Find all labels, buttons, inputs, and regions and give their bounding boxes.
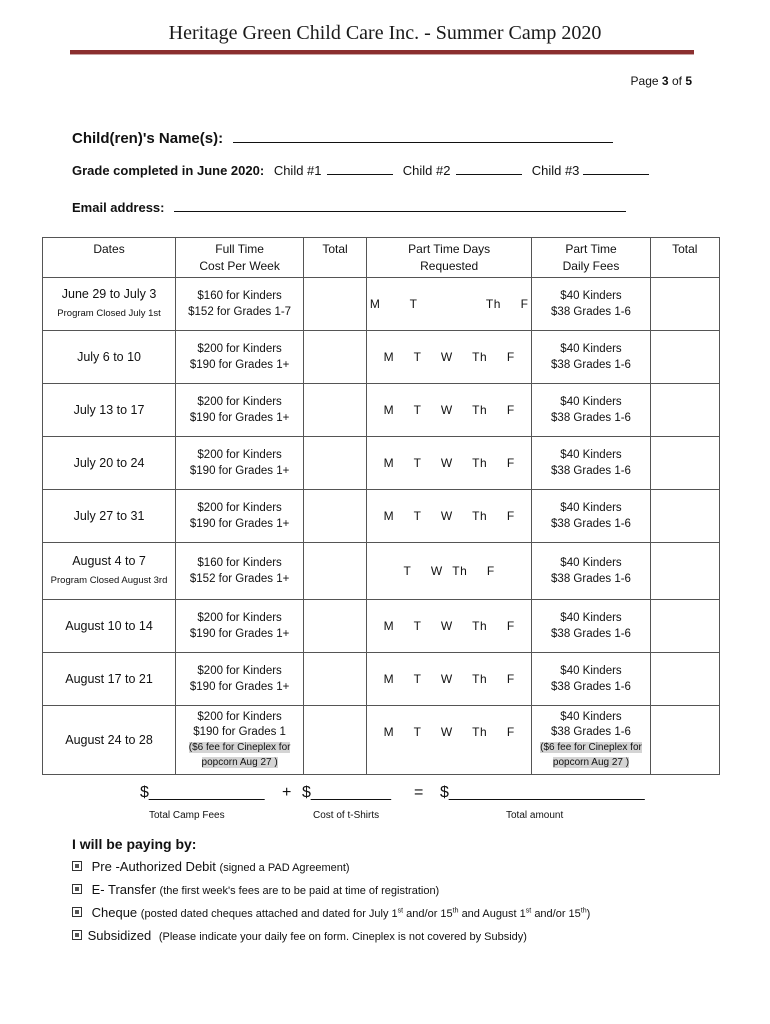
row-daily-fee: $40 Kinders $38 Grades 1-6 [532, 331, 650, 384]
row-total-input[interactable] [304, 600, 367, 653]
table-row [43, 490, 720, 543]
row-total-input[interactable] [304, 706, 367, 775]
total-amount-caption: Total amount [506, 810, 564, 821]
row-days[interactable]: M T W Th F [366, 331, 532, 384]
children-names-label: Child(ren)'s Name(s): [72, 130, 224, 147]
row-full-cost: $200 for Kinders $190 for Grades 1+ [176, 600, 304, 653]
grade-completed-field [72, 160, 649, 178]
row-dates: August 10 to 14 [43, 600, 176, 653]
header-dates: Dates [43, 238, 176, 278]
row-full-cost: $200 for Kinders $190 for Grades 1 ($6 fee for Cineplex for popcorn Aug 27 ) [176, 706, 304, 775]
row-full-cost: $200 for Kinders $190 for Grades 1+ [176, 653, 304, 706]
row-total-part-input[interactable] [650, 706, 719, 775]
row-days[interactable]: T W Th F [366, 543, 532, 600]
row-days[interactable]: M T W Th F [366, 653, 532, 706]
equals-sign: = [414, 784, 424, 801]
table-row [43, 384, 720, 437]
shirt-cost-caption: Cost of t-Shirts [313, 810, 380, 821]
row-daily-fee: $40 Kinders $38 Grades 1-6 [532, 600, 650, 653]
row-days[interactable]: M T Th F [366, 278, 532, 331]
row-days[interactable]: M T W Th F [366, 437, 532, 490]
subsidized-checkbox[interactable] [72, 930, 82, 940]
row-dates: June 29 to July 3 Program Closed July 1st [43, 278, 176, 331]
page-prefix: Page [630, 74, 659, 88]
row-daily-fee: $40 Kinders $38 Grades 1-6 ($6 fee for Cineplex for popcorn Aug 27 ) [532, 706, 650, 775]
payment-option-subsidized[interactable] [72, 928, 527, 943]
cineplex-note: ($6 fee for Cineplex for [540, 742, 642, 753]
header-total: Total [304, 238, 367, 278]
row-total-part-input[interactable] [650, 437, 719, 490]
children-names-field [72, 128, 613, 147]
shirt-cost-input[interactable]: $_________ [302, 784, 391, 801]
row-dates: July 13 to 17 [43, 384, 176, 437]
email-label: Email address: [72, 200, 165, 215]
table-row [43, 706, 720, 775]
header-total-part: Total [650, 238, 719, 278]
table-row [43, 437, 720, 490]
row-total-part-input[interactable] [650, 331, 719, 384]
row-full-cost: $160 for Kinders $152 for Grades 1+ [176, 543, 304, 600]
page-total: 5 [685, 74, 692, 88]
cineplex-note: ($6 fee for Cineplex for [188, 742, 291, 753]
row-days[interactable]: M T W Th F [366, 384, 532, 437]
row-total-input[interactable] [304, 653, 367, 706]
payment-option-cheque[interactable] [72, 905, 590, 920]
email-field [72, 197, 626, 215]
cheque-note: (posted dated cheques attached and dated for July 1st and/or 15th and August 1st and/or 15th) [140, 907, 591, 920]
row-days[interactable]: M T W Th F [366, 600, 532, 653]
row-dates: August 24 to 28 [43, 706, 176, 775]
row-full-cost: $200 for Kinders $190 for Grades 1+ [176, 331, 304, 384]
table-row [43, 331, 720, 384]
row-full-cost: $200 for Kinders $190 for Grades 1+ [176, 384, 304, 437]
row-dates: July 6 to 10 [43, 331, 176, 384]
payment-option-pad[interactable] [72, 859, 350, 874]
row-total-part-input[interactable] [650, 600, 719, 653]
table-row [43, 278, 720, 331]
pad-checkbox[interactable] [72, 861, 82, 871]
email-input[interactable] [174, 197, 626, 212]
subsidized-label: Subsidized [87, 928, 152, 943]
row-dates: August 17 to 21 [43, 653, 176, 706]
page-current: 3 [661, 74, 669, 88]
plus-sign: + [282, 784, 292, 801]
child3-label: Child #3 [531, 163, 580, 178]
row-daily-fee: $40 Kinders $38 Grades 1-6 [532, 490, 650, 543]
etransfer-note: (the first week's fees are to be paid at time of registration) [159, 885, 440, 897]
header-full-time: Full Time Cost Per Week [176, 238, 304, 278]
payment-title: I will be paying by: [72, 836, 197, 852]
header-part-time-days: Part Time Days Requested [366, 238, 532, 278]
row-days[interactable]: M T W Th F [366, 706, 532, 775]
cineplex-note: popcorn Aug 27 ) [201, 757, 278, 768]
row-daily-fee: $40 Kinders $38 Grades 1-6 [532, 437, 650, 490]
table-row [43, 543, 720, 600]
row-total-input[interactable] [304, 543, 367, 600]
child1-label: Child #1 [273, 163, 322, 178]
row-total-input[interactable] [304, 384, 367, 437]
row-days[interactable]: M T W Th F [366, 490, 532, 543]
row-daily-fee: $40 Kinders $38 Grades 1-6 [532, 653, 650, 706]
row-full-cost: $200 for Kinders $190 for Grades 1+ [176, 490, 304, 543]
row-daily-fee: $40 Kinders $38 Grades 1-6 [532, 543, 650, 600]
row-total-part-input[interactable] [650, 278, 719, 331]
total-amount-input[interactable]: $______________________ [440, 784, 645, 801]
camp-fees-caption: Total Camp Fees [149, 810, 225, 821]
table-header-row [43, 238, 720, 278]
child3-grade-input[interactable] [583, 160, 649, 175]
row-total-input[interactable] [304, 490, 367, 543]
page-header-title: Heritage Green Child Care Inc. - Summer Camp 2020 [168, 22, 602, 44]
table-row [43, 600, 720, 653]
camp-fees-input[interactable]: $_____________ [140, 784, 265, 801]
grade-label: Grade completed in June 2020: [72, 163, 265, 178]
row-total-input[interactable] [304, 331, 367, 384]
row-total-part-input[interactable] [650, 543, 719, 600]
row-total-input[interactable] [304, 437, 367, 490]
row-dates: July 27 to 31 [43, 490, 176, 543]
row-daily-fee: $40 Kinders $38 Grades 1-6 [532, 278, 650, 331]
child2-label: Child #2 [402, 163, 451, 178]
table-row [43, 653, 720, 706]
subsidized-note: (Please indicate your daily fee on form. Cineplex is not covered by Subsidy) [158, 931, 527, 943]
row-dates: July 20 to 24 [43, 437, 176, 490]
row-full-cost: $200 for Kinders $190 for Grades 1+ [176, 437, 304, 490]
children-names-input[interactable] [233, 128, 613, 143]
page-number [631, 74, 692, 88]
cheque-checkbox[interactable] [72, 907, 82, 917]
header-part-time-fees: Part Time Daily Fees [532, 238, 650, 278]
row-total-part-input[interactable] [650, 653, 719, 706]
child1-grade-input[interactable] [327, 160, 393, 175]
row-total-input[interactable] [304, 278, 367, 331]
page-of: of [671, 74, 682, 88]
row-total-part-input[interactable] [650, 384, 719, 437]
row-total-part-input[interactable] [650, 490, 719, 543]
etransfer-checkbox[interactable] [72, 884, 82, 894]
pad-label: Pre -Authorized Debit [91, 859, 216, 874]
pad-note: (signed a PAD Agreement) [219, 862, 350, 874]
cheque-label: Cheque [91, 905, 138, 920]
etransfer-label: E- Transfer [91, 882, 156, 897]
child2-grade-input[interactable] [456, 160, 522, 175]
row-daily-fee: $40 Kinders $38 Grades 1-6 [532, 384, 650, 437]
cineplex-note: popcorn Aug 27 ) [552, 757, 630, 768]
row-full-cost: $160 for Kinders $152 for Grades 1-7 [176, 278, 304, 331]
row-dates: August 4 to 7 Program Closed August 3rd [43, 543, 176, 600]
payment-option-etransfer[interactable] [72, 882, 439, 897]
header-divider [70, 50, 694, 55]
camp-schedule-table [42, 237, 720, 775]
